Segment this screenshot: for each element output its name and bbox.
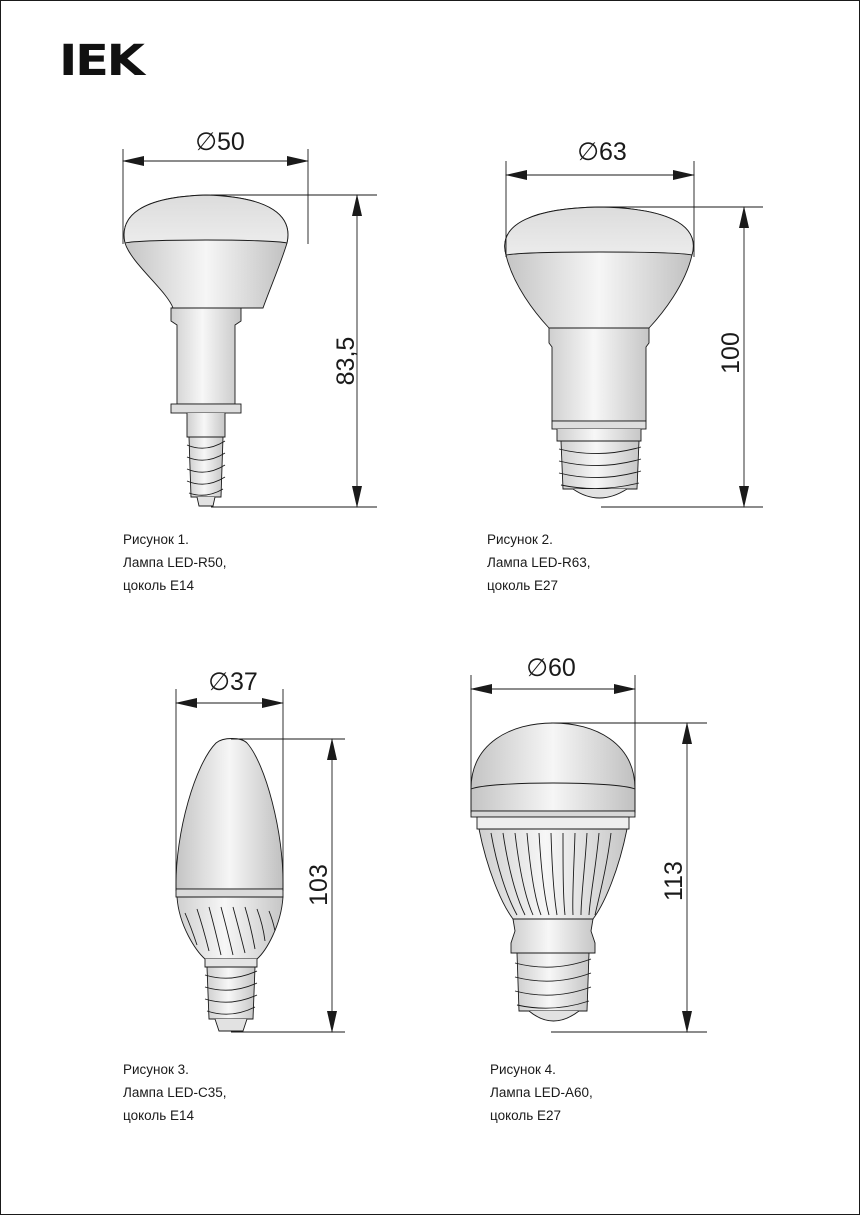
- lamp-dimension-drawing: [1, 1, 860, 1215]
- figure-3-lamp-c35: [176, 739, 283, 1032]
- figure-3-caption: [123, 1058, 227, 1127]
- iek-logo: IEK: [59, 36, 143, 86]
- fig2-caption-model: Лампа LED-R63,: [487, 555, 591, 570]
- candle-heatsink-fins: [177, 897, 283, 959]
- fig4-height-label: 113: [660, 861, 688, 901]
- fig4-caption-base: цоколь E27: [490, 1108, 562, 1123]
- a60-heatsink-fins: [479, 829, 627, 919]
- fig3-caption-model: Лампа LED-C35,: [123, 1085, 227, 1100]
- fig2-diameter-label: ∅63: [577, 138, 627, 166]
- e27-thread-fig2: [559, 441, 641, 489]
- e14-thread-fig1: [187, 437, 225, 497]
- fig4-diameter-label: ∅60: [526, 654, 576, 682]
- figure-4-caption: [490, 1058, 593, 1127]
- figure-1-caption: [123, 528, 227, 597]
- fig1-height-label: 83,5: [332, 336, 360, 386]
- fig3-caption-base: цоколь E14: [123, 1108, 195, 1123]
- fig2-caption-title: Рисунок 2.: [487, 532, 553, 547]
- figure-4-lamp-a60: [471, 723, 635, 1021]
- fig4-caption-model: Лампа LED-A60,: [490, 1085, 593, 1100]
- figure-2-caption: [487, 528, 591, 597]
- fig3-caption-title: Рисунок 3.: [123, 1062, 189, 1077]
- e14-thread-fig3: [205, 967, 257, 1019]
- fig1-diameter-label: ∅50: [195, 128, 245, 156]
- fig1-caption-model: Лампа LED-R50,: [123, 555, 227, 570]
- fig1-caption-base: цоколь E14: [123, 578, 195, 593]
- figure-1-lamp-r50: [124, 195, 288, 506]
- fig4-caption-title: Рисунок 4.: [490, 1062, 556, 1077]
- fig3-diameter-label: ∅37: [208, 668, 258, 696]
- figure-2-lamp-r63: [505, 207, 694, 498]
- fig1-caption-title: Рисунок 1.: [123, 532, 189, 547]
- fig3-height-label: 103: [305, 864, 333, 906]
- e27-thread-fig4: [515, 953, 591, 1011]
- fig2-caption-base: цоколь E27: [487, 578, 559, 593]
- fig2-height-label: 100: [717, 332, 745, 374]
